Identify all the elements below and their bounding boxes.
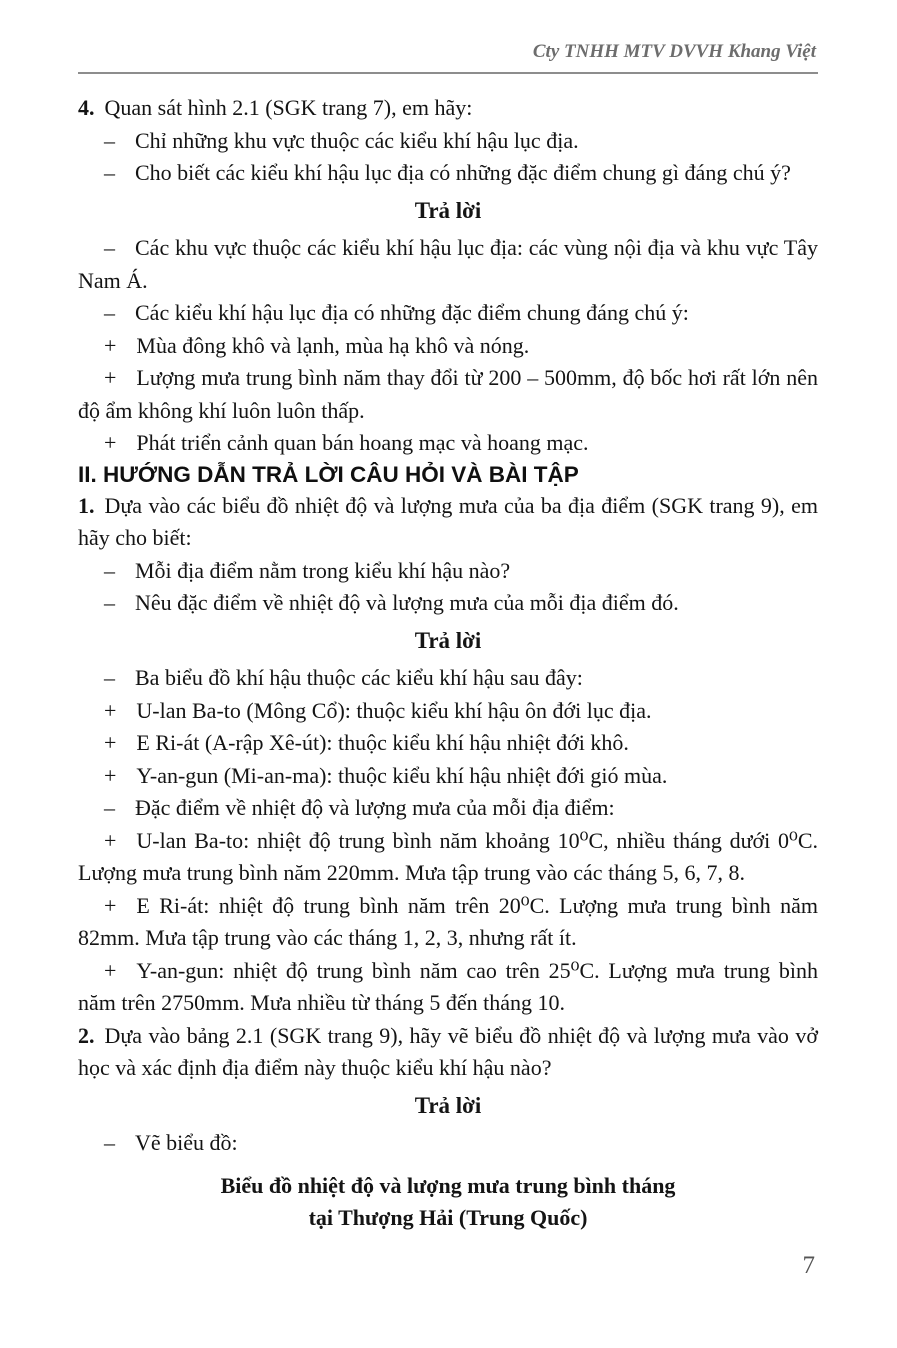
dash-marker: –: [104, 300, 115, 325]
plus-marker: +: [104, 730, 117, 755]
plus-item: [78, 955, 818, 1020]
dash-marker: –: [104, 665, 115, 690]
dash-item: [78, 792, 818, 825]
plus-item: [78, 727, 818, 760]
chart-title-line: tại Thượng Hải (Trung Quốc): [308, 1205, 588, 1230]
dash-item: [78, 157, 818, 190]
answer-heading: Trả lời: [414, 197, 482, 223]
item-text: Cho biết các kiểu khí hậu lục địa có những đặc điểm chung gì đáng chú ý?: [135, 160, 791, 185]
plus-marker: +: [104, 430, 117, 455]
answer-heading: Trả lời: [414, 627, 482, 653]
plus-marker: +: [104, 957, 117, 983]
numbered-item: [78, 92, 818, 125]
plus-item: [78, 362, 818, 427]
dash-marker: –: [104, 235, 115, 260]
item-text: Vẽ biểu đồ:: [135, 1130, 238, 1155]
item-text: Y-an-gun (Mi-an-ma): thuộc kiểu khí hậu nhiệt đới gió mùa.: [136, 762, 668, 788]
dash-marker: –: [104, 1130, 115, 1155]
dash-marker: –: [104, 557, 115, 583]
dash-marker: –: [104, 160, 115, 185]
document-body: [78, 92, 818, 1235]
dash-item: [78, 232, 818, 297]
plus-item: [78, 890, 818, 955]
item-text: Phát triển cảnh quan bán hoang mạc và hoang mạc.: [136, 430, 589, 455]
item-text: Y-an-gun: nhiệt độ trung bình năm cao trên 25⁰C. Lượng mưa trung bình năm trên 2750mm. Mưa nhiều từ tháng 5 đến tháng 10.: [78, 957, 818, 1015]
plus-marker: +: [104, 762, 117, 788]
item-number: 1.: [78, 492, 95, 518]
item-text: Các kiểu khí hậu lục địa có những đặc điểm chung đáng chú ý:: [135, 300, 689, 325]
chart-title-line: Biểu đồ nhiệt độ và lượng mưa trung bình tháng: [220, 1172, 676, 1198]
dash-item: [78, 125, 818, 158]
item-text: Lượng mưa trung bình năm thay đổi từ 200 – 500mm, độ bốc hơi rất lớn nên độ ẩm không khí luôn luôn thấp.: [78, 365, 818, 423]
page-number: 7: [802, 1251, 815, 1279]
numbered-item: [78, 490, 818, 555]
item-number: 2.: [78, 1022, 95, 1048]
item-text: Dựa vào bảng 2.1 (SGK trang 9), hãy vẽ biểu đồ nhiệt độ và lượng mưa vào vở học và xác định địa điểm này thuộc kiểu khí hậu nào?: [78, 1022, 818, 1080]
section-heading: II. HƯỚNG DẪN TRẢ LỜI CÂU HỎI VÀ BÀI TẬP: [78, 461, 579, 487]
item-text: U-lan Ba-to: nhiệt độ trung bình năm khoảng 10⁰C, nhiều tháng dưới 0⁰C. Lượng mưa trung bình năm 220mm. Mưa tập trung vào các tháng 5, 6, 7, 8.: [78, 827, 818, 885]
plus-item: [78, 330, 818, 363]
item-text: Ba biểu đồ khí hậu thuộc các kiểu khí hậu sau đây:: [135, 665, 583, 690]
company-name: Cty TNHH MTV DVVH Khang Việt: [532, 41, 816, 62]
plus-item: [78, 760, 818, 793]
plus-marker: +: [104, 697, 117, 723]
dash-item: [78, 1127, 818, 1160]
item-text: U-lan Ba-to (Mông Cổ): thuộc kiểu khí hậu ôn đới lục địa.: [136, 697, 652, 723]
dash-item: [78, 555, 818, 588]
item-text: Chỉ những khu vực thuộc các kiểu khí hậu lục địa.: [135, 127, 579, 153]
plus-item: [78, 427, 818, 460]
item-text: Các khu vực thuộc các kiểu khí hậu lục địa: các vùng nội địa và khu vực Tây Nam Á.: [78, 235, 818, 293]
plus-item: [78, 695, 818, 728]
dash-item: [78, 587, 818, 620]
dash-marker: –: [104, 127, 115, 153]
item-text: Dựa vào các biểu đồ nhiệt độ và lượng mưa của ba địa điểm (SGK trang 9), em hãy cho biết:: [78, 492, 818, 550]
dash-marker: –: [104, 795, 115, 820]
item-number: 4.: [78, 95, 95, 120]
plus-marker: +: [104, 365, 117, 390]
numbered-item: [78, 1020, 818, 1085]
plus-item: [78, 825, 818, 890]
dash-marker: –: [104, 590, 115, 615]
item-text: Mỗi địa điểm nằm trong kiểu khí hậu nào?: [135, 557, 511, 583]
answer-heading: Trả lời: [414, 1092, 482, 1118]
item-text: Đặc điểm về nhiệt độ và lượng mưa của mỗi địa điểm:: [135, 795, 615, 820]
item-text: Quan sát hình 2.1 (SGK trang 7), em hãy:: [104, 95, 473, 120]
item-text: Mùa đông khô và lạnh, mùa hạ khô và nóng.: [136, 332, 530, 358]
item-text: E Ri-át (A-rập Xê-út): thuộc kiểu khí hậu nhiệt đới khô.: [136, 730, 629, 755]
plus-marker: +: [104, 332, 117, 358]
header-rule: [78, 72, 818, 74]
dash-item: [78, 297, 818, 330]
dash-item: [78, 662, 818, 695]
plus-marker: +: [104, 827, 117, 853]
item-text: Nêu đặc điểm về nhiệt độ và lượng mưa của mỗi địa điểm đó.: [135, 590, 679, 615]
plus-marker: +: [104, 892, 117, 918]
page-header: [78, 40, 818, 74]
item-text: E Ri-át: nhiệt độ trung bình năm trên 20⁰C. Lượng mưa trung bình năm 82mm. Mưa tập trung vào các tháng 1, 2, 3, nhưng rất ít.: [78, 892, 818, 950]
